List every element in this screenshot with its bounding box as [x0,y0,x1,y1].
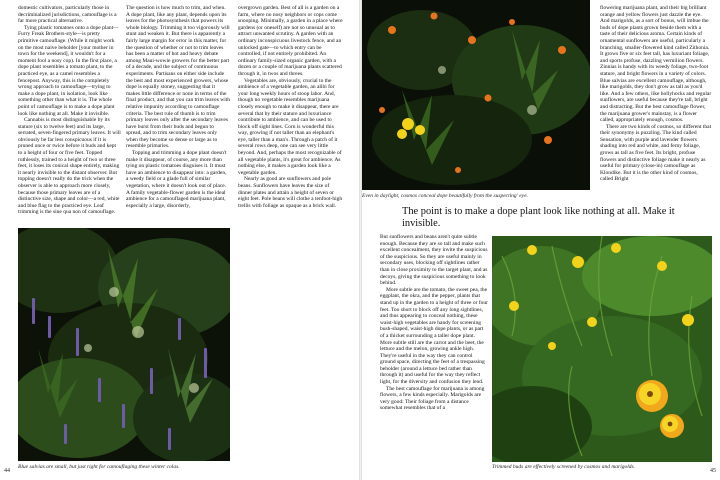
paragraph: More subtle are the tomato, the sweet pea, the eggplant, the okra, and the pepper, plants that stand up in the garden to a height of three or four feet. Too short to block off any long sightlines, and thus appearing to conceal nothing, these waist-high vegetables are handy for screening bush-shaped, waist-high dope plants, or as part of a thicket surrounding a taller dope plant. More subtle still are the carrot and the beet, the lettuce and the melon, growing ankle high. They're useful in the way they can control ground space, directing the feet of a trespassing beholder (around a lettuce bed rather than through it) and useful for the way they reflect light, for the diversity and confusion they lend. [380,286,488,386]
top-photo-caption: Even in daylight, cosmos conceal dope beautifully from the suspecting' eye. [362,193,528,199]
cosmos-daylight-photo [362,0,590,190]
salvia-cannabis-photo [18,228,230,461]
paragraph: flowering marijuana plant, and their big brilliant orange and yellow flowers just dazzle the eye. And marigolds, as a sort of bonus, will imbue the buds of dope plants grown beside them with a taste of their delicious aroma. Certain kinds of ornamental sunflowers are useful, particularly a branching, smaller-flowered kind called Zithonia. It grows five or six feet tall, has luxuriant foliage, and sports profuse, dazzling vermilion flowers. Zinnias is handy with its weedy foliage, two-foot stature, and bright flowers in a variety of colors. Blue salvias are excellent camouflage, although, like marigolds, they don't grow as tall as you'd like. And a few others, like hollyhocks and regular sunflowers, are useful because they're tall, bright and distracting. But the best camouflage flower, the marijuana grower's mainstay, is a flower called, appropriately enough, cosmos. [600,5,712,124]
paragraph: The question is how much to trim, and when. A dope plant, like any plant, depends upon its leaves for the photosynthesis that powers its whole biology. Trimming it too vigorously will stunt and weaken it. But there is apparently a fairly large margin for error in this matter, for the question of whether or not to trim leaves has been a matter of hot and heavy debate among Maui-wowie growers for the better part of a decade, and the subject of continuous experiments. Partisans on either side include the best and most experienced growers, whose dope is equally stoney, suggesting that it makes little difference or none in terms of the final product, and that you can trim leaves with relative impunity according to camouflage criteria. The best rule of thumb is to trim primary leaves only after the secondary leaves have burst from their buds and begun to spread, and to trim secondary leaves only when they become so dense or large as to resemble primaries. [126,5,230,150]
pull-quote: The point is to make a dope plant look like nothing at all. Make it invisible. [402,206,675,229]
paragraph: overgrown garden. Best of all is a garden on a farm, where no nosy neighbors or cops come snooping. Minimally, a garden in a place where gardens (or oneself) are not so unusual as to attract unwanted scrutiny. A garden with an ordinary inconspicuous livestock fence, and an unlocked gate—to which entry can be controlled, if not entirely prohibited. An ordinary family-sized organic garden, with a dozen or a couple of marijuana plants scattered through it, in twos and threes. [238,5,343,77]
paragraph: Nearly as good are sunflowers and pole beans. Sunflowers have leaves the size of dinner plates and attain a height of seven or eight feet. Pole beans will clothe a tenfoot-high trellis with foliage as opaque as a brick wall. [238,176,343,209]
left-column-3 [238,5,344,390]
paragraph: There are two kinds of cosmos, so different that their synonymy is puzzling. The kind called Sensation, with purple and lavender flowers shading into red and white, and ferny foliage, grows as tall as five feet. Its bright, profuse flowers and distinctive foliage make it nearly as useful for primary (close-in) camouflage as Klondike. But it is the other kind of cosmos, called Bright [600,123,712,183]
bottom-photo-caption: Trimmed buds are effectively screened by cosmos and marigolds. [492,464,636,470]
paragraph: Tying plastic tomatoes onto a dope plant—Furry Freak Brothers-style—is pretty primitive camouflage. (While it might work on the most naive beholder [your mother in town for the weekend], it wouldn't for a moment fool a nosy cop). In the first place, a dope plant resembles a tomato plant, to the practiced eye, as a camel resembles a fencepost. Anyway, this is the completely wrong approach to camouflage—trying to make a dope plant, in isolation, look like something other than what it is. The whole point of camouflage is to make a dope plant look like nothing at all. Make it invisible. [18,24,119,117]
right-column-top [600,5,712,227]
left-photo-caption: Blue salvias are small, but just right for camouflaging these winter colas. [18,464,180,470]
page-number-left: 44 [4,468,10,474]
marigold-cosmos-photo [492,236,712,462]
paragraph: Vegetables are, obviously, crucial to the ambience of a vegetable garden, an alibi for your long weekly hours of stoop labor. And, though no vegetable resembles marijuana closely enough to make it disappear, there are several that by their stature and luxuriance contribute to ambience, and can be used to block off sight lines. Corn is wonderful this way, growing if not taller than an elephant's eye, taller than a man's. Through a patch of it several rows deep, one can see very little beyond. And, perhaps the most recognizable of all vegetable plants, it's great for ambience. As nothing else, it makes a garden look like a vegetable garden. [238,77,342,176]
right-column-mid [380,234,488,468]
paragraph: Cannabis is most distinguishable by its stature (six to twelve feet) and its large, serrated, seven-fingered primary leaves. It will obviously be far less conspicuous if it is pruned once or twice before it buds and kept to a height of four or five feet. Topped ruthlessly, trained to a height of two or three feet, it loses its conical shape entirely, making it nearly invisible to the distant observer. But topping doesn't really do the trick when the observer is able to approach more closely, because those primary leaves are of a distinctive size, shape and color—a red, white and blue flag to the practiced eye. Leaf trimming is the sine qua non of camouflage. [18,117,121,216]
paragraph: The best camouflage for marijuana is among flowers, a few kinds especially. Marigolds are very good: Their foliage from a distance somewhat resembles that of a [380,385,485,412]
page-number-right: 45 [710,468,716,474]
right-page [362,0,720,480]
paragraph: Topping and trimming a dope plant doesn't make it disappear, of course, any more than tying on plastic tomatoes disguises it. It must have an ambience to disappear into: a garden, a weedy field or a glade full of similar vegetation, where it doesn't look out of place. A family vegetable-flower garden is the ideal ambience for a camouflaged marijuana plant, especially a large, disorderly, [126,150,227,209]
paragraph: But sunflowers and beans aren't quite subtle enough. Because they are so tall and make such excellent concealment, they invite the suspicious of the suspicious. So they are useful mainly in secondary uses, blocking off sightlines rather than in close proximity to the target plant, and as decoys, giving the suspicious something to look behind. [380,234,488,287]
paragraph: domestic cultivators, particularly those in decriminalized jurisdictions, camouflage is a far more practical alternative. [18,5,117,25]
